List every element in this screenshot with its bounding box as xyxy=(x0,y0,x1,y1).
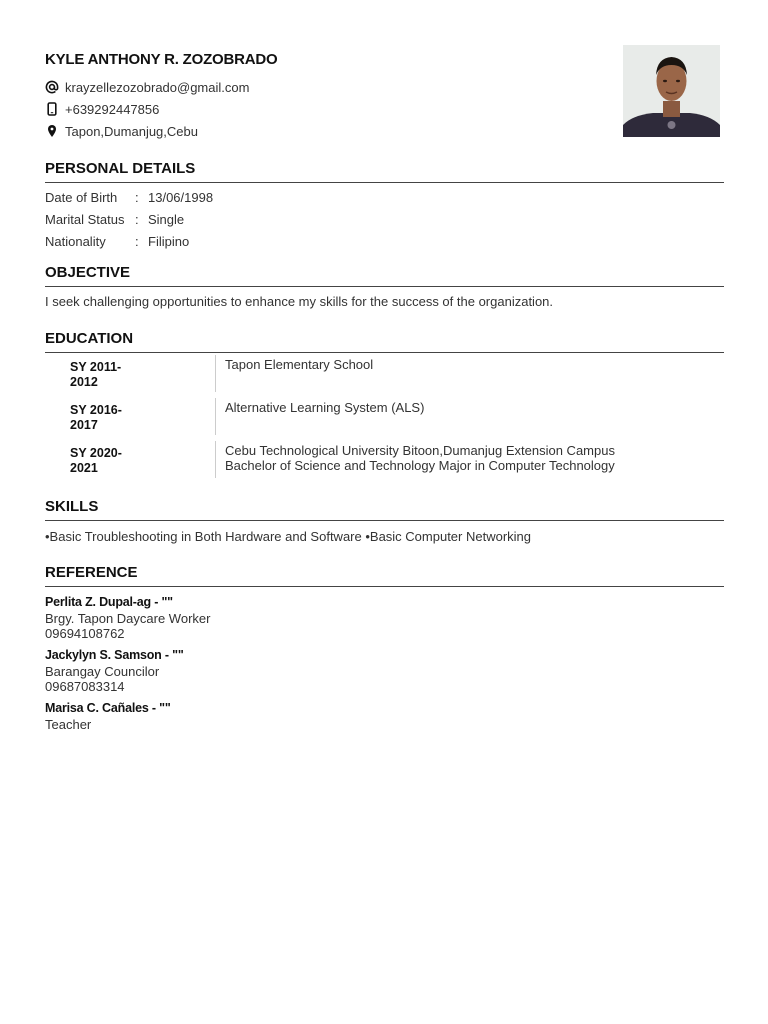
detail-value: Single xyxy=(148,212,185,227)
reference-heading: REFERENCE xyxy=(45,564,724,587)
education-divider xyxy=(215,355,216,392)
profile-photo xyxy=(623,45,720,137)
education-entry xyxy=(45,441,724,478)
objective-heading: OBJECTIVE xyxy=(45,264,724,287)
contact-email xyxy=(45,79,249,95)
reference-phone: 09687083314 xyxy=(45,679,125,694)
detail-separator: : xyxy=(135,190,139,205)
skills-text: •Basic Troubleshooting in Both Hardware and Software •Basic Computer Networking xyxy=(45,529,532,544)
skills-heading: SKILLS xyxy=(45,498,724,521)
detail-separator: : xyxy=(135,234,139,249)
education-heading: EDUCATION xyxy=(45,330,724,353)
phone-icon xyxy=(45,102,59,116)
education-divider xyxy=(215,441,216,478)
education-entry xyxy=(45,355,724,392)
contact-phone xyxy=(45,101,159,117)
detail-separator: : xyxy=(135,212,139,227)
education-entry xyxy=(45,398,724,435)
detail-value: 13/06/1998 xyxy=(148,190,214,205)
phone-text: +639292447856 xyxy=(65,101,160,117)
reference-name: Perlita Z. Dupal-ag - "" xyxy=(45,595,173,609)
map-pin-icon xyxy=(45,124,59,138)
education-year: SY 2016- 2017 xyxy=(70,403,122,432)
education-description: Cebu Technological University Bitoon,Dumanjug Extension Campus Bachelor of Science and Technology Major in Computer Technology xyxy=(225,443,615,473)
reference-role: Barangay Councilor xyxy=(45,664,160,679)
education-description: Alternative Learning System (ALS) xyxy=(225,400,425,415)
email-text: krayzellezozobrado@gmail.com xyxy=(65,79,250,95)
objective-text: I seek challenging opportunities to enhance my skills for the success of the organization. xyxy=(45,294,554,309)
detail-label: Date of Birth xyxy=(45,190,118,205)
candidate-name: KYLE ANTHONY R. ZOZOBRADO xyxy=(45,51,278,68)
address-text: Tapon,Dumanjug,Cebu xyxy=(65,123,198,139)
education-description: Tapon Elementary School xyxy=(225,357,374,372)
reference-phone: 09694108762 xyxy=(45,626,125,641)
contact-address xyxy=(45,123,198,139)
detail-label: Marital Status xyxy=(45,212,125,227)
education-year: SY 2011- 2012 xyxy=(70,360,122,389)
reference-name: Marisa C. Cañales - "" xyxy=(45,701,171,715)
reference-role: Brgy. Tapon Daycare Worker xyxy=(45,611,211,626)
reference-role: Teacher xyxy=(45,717,92,732)
at-icon xyxy=(45,80,59,94)
education-year: SY 2020- 2021 xyxy=(70,446,122,475)
education-divider xyxy=(215,398,216,435)
detail-value: Filipino xyxy=(148,234,190,249)
detail-label: Nationality xyxy=(45,234,106,249)
personal-details-heading: PERSONAL DETAILS xyxy=(45,160,724,183)
reference-name: Jackylyn S. Samson - "" xyxy=(45,648,184,662)
